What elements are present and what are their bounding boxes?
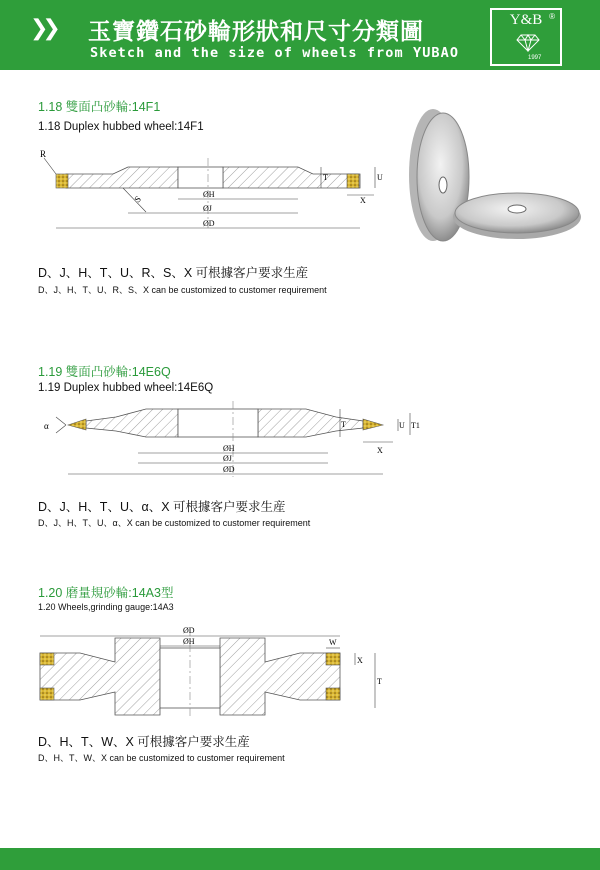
label-t1: T1 <box>411 421 420 430</box>
diamond-bottom-left <box>40 688 54 700</box>
r-leader <box>44 158 56 174</box>
brand-logo <box>490 8 562 66</box>
logo-text: Y&B <box>509 12 543 28</box>
label-h: ØH <box>183 637 195 646</box>
label-d: ØD <box>223 465 235 474</box>
diagram-14e6q <box>38 395 438 485</box>
diamond-top-right <box>326 653 340 665</box>
label-t: T <box>377 677 382 686</box>
diamond-tip-right <box>363 419 383 430</box>
section-title-en: 1.18 Duplex hubbed wheel:14F1 <box>38 121 204 133</box>
diamond-icon <box>516 34 540 52</box>
logo-registered-mark: ® <box>549 12 555 21</box>
wheel2-bore <box>508 205 526 213</box>
bore <box>178 167 223 188</box>
label-x: X <box>360 196 366 205</box>
label-d: ØD <box>203 219 215 228</box>
diamond-top-left <box>40 653 54 665</box>
section-title-cn: 1.19 雙面凸砂輪:14E6Q <box>38 365 171 379</box>
note-cn: D、H、T、W、X 可根據客户要求生産 <box>38 735 250 749</box>
label-u: U <box>377 173 383 182</box>
section-title-en: 1.19 Duplex hubbed wheel:14E6Q <box>38 382 214 394</box>
label-h: ØH <box>203 190 215 199</box>
label-s: S <box>132 193 143 205</box>
wheel-photo-14f1 <box>405 105 585 250</box>
label-u: U <box>399 421 405 430</box>
wheel-bore <box>439 177 447 193</box>
label-x: X <box>357 656 363 665</box>
label-t: T <box>341 420 346 429</box>
diagram-14a3 <box>30 620 400 720</box>
label-alpha: α <box>44 421 49 431</box>
section-title-cn: 1.18 雙面凸砂輪:14F1 <box>38 100 161 114</box>
label-d: ØD <box>183 626 195 635</box>
label-t: T <box>323 173 328 182</box>
header-title-en: Sketch and the size of wheels from YUBAO <box>90 45 460 61</box>
header-title-cn: 玉寶鑽石砂輪形狀和尺寸分類圖 <box>88 19 424 45</box>
label-w: W <box>329 638 337 647</box>
double-chevron-icon: ❯❯ <box>30 16 55 41</box>
note-cn: D、J、H、T、U、α、X 可根據客户要求生産 <box>38 500 286 514</box>
note-en: D、J、H、T、U、α、X can be customized to customer requirement <box>38 518 311 528</box>
section-title-cn: 1.20 磨量規砂輪:14A3型 <box>38 586 174 600</box>
note-cn: D、J、H、T、U、R、S、X 可根據客户要求生産 <box>38 266 309 280</box>
logo-year: 1997 <box>528 55 542 61</box>
diamond-bottom-right <box>326 688 340 700</box>
alpha-lines <box>56 417 66 433</box>
label-h: ØH <box>223 444 235 453</box>
section-title-en: 1.20 Wheels,grinding gauge:14A3 <box>38 602 174 612</box>
diagram-14f1 <box>38 140 408 240</box>
note-en: D、J、H、T、U、R、S、X can be customized to customer requirement <box>38 285 327 295</box>
label-j: ØJ <box>203 204 212 213</box>
diamond-layer-right <box>347 174 359 188</box>
page-header <box>0 0 600 70</box>
page-footer-bar <box>0 848 600 870</box>
label-j: ØJ <box>223 454 232 463</box>
label-r: R <box>40 149 47 159</box>
diamond-tip-left <box>68 419 86 430</box>
label-x: X <box>377 446 383 455</box>
note-en: D、H、T、W、X can be customized to customer requirement <box>38 753 285 763</box>
diamond-layer-left <box>56 174 68 188</box>
bore <box>178 409 258 437</box>
